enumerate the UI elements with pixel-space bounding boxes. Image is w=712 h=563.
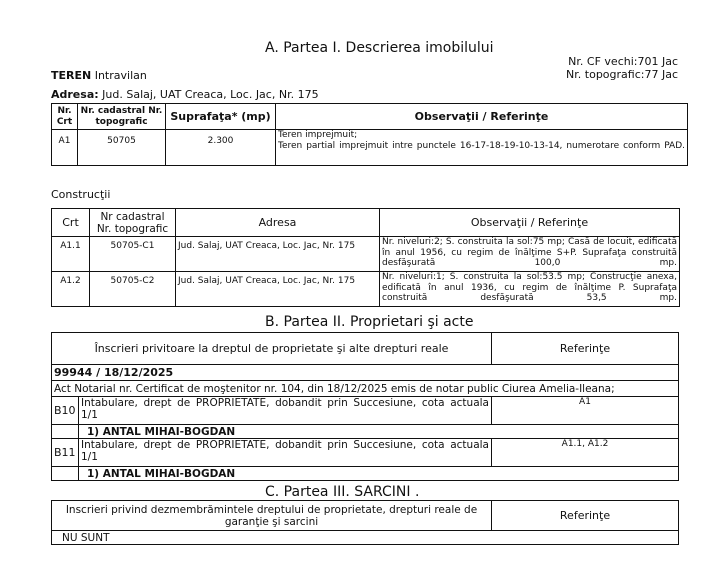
teren-line [51, 69, 147, 82]
table-row [52, 381, 679, 397]
teren-crt: A1 [52, 130, 78, 166]
b11-text [79, 439, 492, 467]
c2-crt: A1.2 [52, 272, 90, 307]
teren-table-header [52, 104, 688, 130]
b10-empty [52, 425, 79, 439]
table-row [52, 467, 679, 481]
c2-adresa: Jud. Salaj, UAT Creaca, Loc. Jac, Nr. 175 [176, 272, 380, 307]
th-referinte-c: Referinţe [492, 501, 679, 531]
b10-ref: A1 [492, 397, 679, 425]
th-suprafata: Suprafaţa* (mp) [166, 104, 276, 130]
proprietari-table-header [52, 333, 679, 365]
th-nr-cadastral: Nr. cadastral Nr. topografic [78, 104, 166, 130]
adresa-value: Jud. Salaj, UAT Creaca, Loc. Jac, Nr. 175 [102, 88, 319, 101]
c2-observatii: Nr. niveluri:1; S. construita la sol:53.5 mp; Construcţie anexa, edificată în anul 1936, cu regim de înălţime P. Suprafaţa construită desfăşurată 53,5 mp. [380, 272, 680, 307]
section-b-title: B. Partea II. Proprietari şi acte [265, 314, 474, 330]
proprietari-table [51, 332, 679, 481]
teren-table [51, 103, 688, 166]
cf-vechi: Nr. CF vechi:701 Jac [568, 55, 678, 68]
teren-obs-line1: Teren imprejmuit; [278, 130, 358, 140]
table-row [52, 439, 679, 467]
table-row [52, 531, 679, 545]
teren-suprafata: 2.300 [166, 130, 276, 166]
c2-cadastral: 50705-C2 [90, 272, 176, 307]
constructii-table [51, 208, 680, 307]
c1-cadastral: 50705-C1 [90, 237, 176, 272]
constructii-table-header [52, 209, 680, 237]
teren-cadastral: 50705 [78, 130, 166, 166]
th-sarcini: Inscrieri privind dezmembrămintele dreptului de proprietate, drepturi reale de garanţie şi sarcini [52, 501, 492, 531]
table-row [52, 272, 680, 307]
b10-owner: 1) ANTAL MIHAI-BOGDAN [79, 425, 679, 439]
b10-text [79, 397, 492, 425]
sarcini-table-header [52, 501, 679, 531]
b11-ref: A1.1, A1.2 [492, 439, 679, 467]
b11-code: B11 [52, 439, 79, 467]
teren-type: Intravilan [94, 69, 147, 82]
th-observatii-c: Observaţii / Referinţe [380, 209, 680, 237]
c1-adresa: Jud. Salaj, UAT Creaca, Loc. Jac, Nr. 175 [176, 237, 380, 272]
table-row [52, 425, 679, 439]
sarcini-none: NU SUNT [52, 531, 679, 545]
th-inscrieri: Înscrieri privitoare la dreptul de proprietate şi alte drepturi reale [52, 333, 492, 365]
adresa-line [51, 88, 319, 101]
c1-crt: A1.1 [52, 237, 90, 272]
table-row [52, 130, 688, 166]
th-cadastral: Nr cadastral Nr. topografic [90, 209, 176, 237]
b11-owner: 1) ANTAL MIHAI-BOGDAN [79, 467, 679, 481]
b10-code: B10 [52, 397, 79, 425]
b10-text-content: Intabulare, drept de PROPRIETATE, dobandit prin Succesiune, cota actuala 1/1 [81, 397, 489, 421]
th-nr-crt: Nr. Crt [52, 104, 78, 130]
th-crt: Crt [52, 209, 90, 237]
inscriere-nr: 99944 / 18/12/2025 [52, 365, 679, 381]
th-observatii: Observaţii / Referinţe [276, 104, 688, 130]
adresa-label: Adresa: [51, 88, 99, 101]
act-notarial: Act Notarial nr. Certificat de moştenitor nr. 104, din 18/12/2025 emis de notar public Ciurea Amelia-Ileana; [52, 381, 679, 397]
b11-empty [52, 467, 79, 481]
constructii-title: Construcţii [51, 188, 111, 201]
section-c-title: C. Partea III. SARCINI . [265, 484, 420, 500]
teren-obs-line2: Teren partial imprejmuit intre punctele 16-17-18-19-10-13-14, numerotare conform PAD. [278, 140, 685, 151]
nr-topografic: Nr. topografic:77 Jac [566, 68, 678, 81]
table-row [52, 397, 679, 425]
section-a-title: A. Partea I. Descrierea imobilului [265, 40, 494, 56]
th-adresa: Adresa [176, 209, 380, 237]
sarcini-table [51, 500, 679, 545]
teren-label: TEREN [51, 69, 92, 82]
table-row [52, 237, 680, 272]
c1-observatii: Nr. niveluri:2; S. construita la sol:75 mp; Casă de locuit, edificată în anul 1956, cu regim de înălţime S+P. Suprafaţa construită desfăşurată 100,0 mp. [380, 237, 680, 272]
th-referinte-b: Referinţe [492, 333, 679, 365]
teren-observatii [276, 130, 688, 166]
b11-text-content: Intabulare, drept de PROPRIETATE, dobandit prin Succesiune, cota actuala 1/1 [81, 439, 489, 463]
table-row [52, 365, 679, 381]
